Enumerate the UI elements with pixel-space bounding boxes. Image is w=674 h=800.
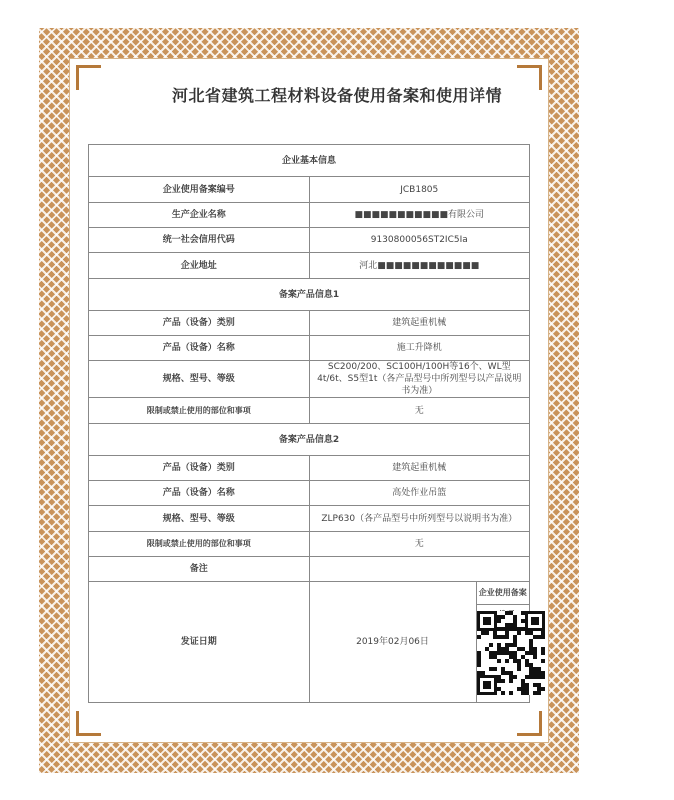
p2-spec-label: 规格、型号、等级	[89, 506, 310, 532]
credit-code-value: 9130800056ST2IC5Ia	[309, 228, 530, 253]
section-product2-header: 备案产品信息2	[89, 424, 530, 456]
issue-date-subtable	[310, 582, 530, 702]
p2-restrict-value: 无	[309, 532, 530, 557]
record-no-label: 企业使用备案编号	[89, 177, 310, 203]
qr-cell	[476, 582, 529, 702]
p1-spec-label: 规格、型号、等级	[89, 361, 310, 398]
p1-category-label: 产品（设备）类别	[89, 311, 310, 336]
p1-restrict-value: 无	[309, 398, 530, 424]
table-row	[89, 456, 530, 481]
table-row	[89, 557, 530, 582]
table-row	[89, 481, 530, 506]
section-basic-header: 企业基本信息	[89, 145, 530, 177]
table-row	[89, 506, 530, 532]
corner-ornament	[517, 711, 542, 736]
p1-category-value: 建筑起重机械	[309, 311, 530, 336]
table-row	[89, 361, 530, 398]
section-row	[89, 424, 530, 456]
address-value: 河北■■■■■■■■■■■■	[309, 253, 530, 279]
p2-name-value: 高处作业吊篮	[309, 481, 530, 506]
p1-name-value: 施工升降机	[309, 336, 530, 361]
p2-category-value: 建筑起重机械	[309, 456, 530, 481]
document-title: 河北省建筑工程材料设备使用备案和使用详情	[171, 86, 502, 105]
section-row	[89, 145, 530, 177]
p1-name-label: 产品（设备）名称	[89, 336, 310, 361]
issue-date-qr-cell	[309, 582, 530, 703]
remarks-label: 备注	[89, 557, 310, 582]
table-row	[89, 582, 530, 703]
p2-spec-value: ZLP630（各产品型号中所列型号以说明书为准）	[309, 506, 530, 532]
corner-ornament	[76, 711, 101, 736]
qr-code	[477, 611, 530, 695]
table-row	[89, 336, 530, 361]
table-row	[89, 253, 530, 279]
producer-value: ■■■■■■■■■■■有限公司	[309, 203, 530, 228]
issue-date-label: 发证日期	[89, 582, 310, 703]
qr-label: 企业使用备案	[477, 582, 530, 605]
p1-spec-value: SC200/200、SC100H/100H等16个、WL型4t/6t、S5型1t（各产品型号中所列型号以产品说明书为准）	[309, 361, 530, 398]
table-row	[89, 398, 530, 424]
p2-restrict-label: 限制或禁止使用的部位和事项	[89, 532, 310, 557]
section-row	[89, 279, 530, 311]
p1-restrict-label: 限制或禁止使用的部位和事项	[89, 398, 310, 424]
table-row	[89, 228, 530, 253]
record-no-value: JCB1805	[309, 177, 530, 203]
table-row	[89, 203, 530, 228]
table-row	[89, 177, 530, 203]
p2-name-label: 产品（设备）名称	[89, 481, 310, 506]
certificate-table	[88, 144, 530, 703]
remarks-value	[309, 557, 530, 582]
address-label: 企业地址	[89, 253, 310, 279]
qr-code-icon	[477, 611, 545, 695]
section-product1-header: 备案产品信息1	[89, 279, 530, 311]
table-row	[89, 311, 530, 336]
table-row	[89, 532, 530, 557]
issue-date-value: 2019年02月06日	[310, 582, 477, 702]
producer-label: 生产企业名称	[89, 203, 310, 228]
credit-code-label: 统一社会信用代码	[89, 228, 310, 253]
p2-category-label: 产品（设备）类别	[89, 456, 310, 481]
